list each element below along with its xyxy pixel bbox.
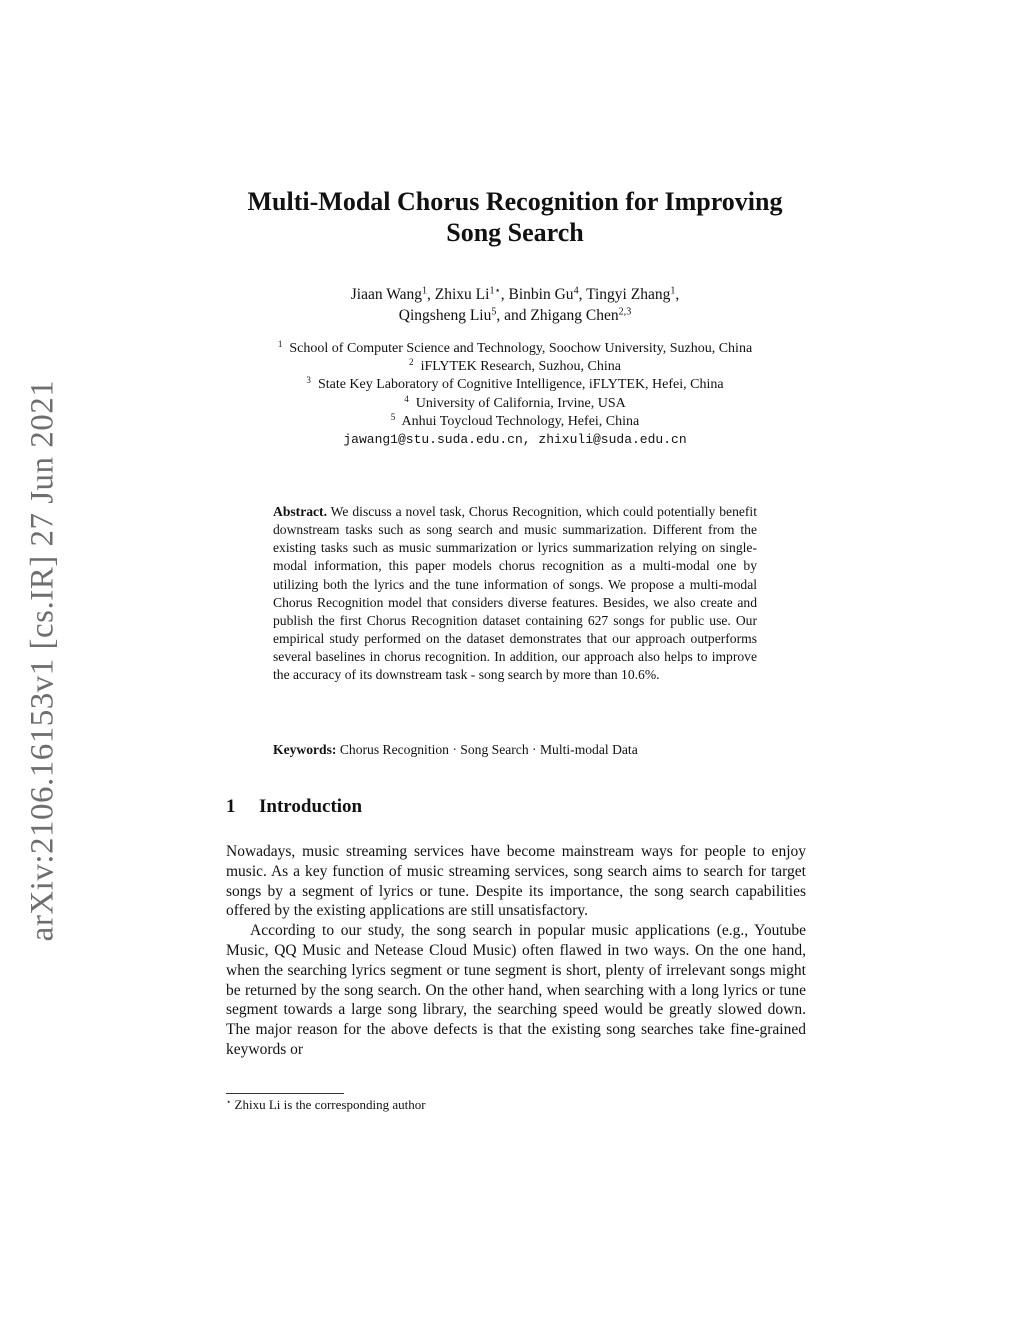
keywords: [273, 742, 757, 758]
footnote-divider: [226, 1093, 344, 1094]
section-number: 1: [226, 796, 236, 817]
keywords-label: Keywords:: [273, 742, 337, 757]
author-emails: jawang1@stu.suda.edu.cn, zhixuli@suda.edu.cn: [343, 432, 687, 447]
keywords-text: Chorus Recognition · Song Search · Multi-modal Data: [339, 742, 638, 757]
abstract-text: We discuss a novel task, Chorus Recognition, which could potentially benefit downstream tasks such as song search and music summarization. Different from the existing tasks such as music summarization or lyrics summarization relying on single-modal information, this paper models chorus recognition as a multi-modal one by utilizing both the lyrics and the tune information of songs. We propose a multi-modal Chorus Recognition model that considers diverse features. Besides, we also create and publish the first Chorus Recognition dataset containing 627 songs for public use. Our empirical study performed on the dataset demonstrates that our approach outperforms several baselines in chorus recognition. In addition, our approach also helps to improve the accuracy of its downstream task - song search by more than 10.6%.: [273, 504, 757, 683]
section-title: Introduction: [259, 796, 363, 817]
affiliation-3: $^3$ State Key Laboratory of Cognitive Intelligence, iFLYTEK, Hefei, China: [306, 375, 724, 393]
author: Zhixu $Li^{1⋆}$,: [434, 285, 509, 303]
arxiv-sidebar-stamp: [14, 370, 72, 950]
affiliation-2: $^2$ iFLYTEK Research, Suzhou, China: [409, 357, 621, 375]
abstract: [273, 503, 757, 685]
title-line-1: Multi-Modal Chorus Recognition for Improving: [247, 187, 783, 216]
arxiv-identifier: arXiv:2106.16153v1 [cs.IR] 27 Jun 2021: [24, 379, 61, 941]
paragraph-1: Nowadays, music streaming services have become mainstream ways for people to enjoy music. As a key function of music streaming services, song search aims to search for target songs by a segment of lyrics or tune. Despite its importance, the song search capabilities offered by the existing applications are still unsatisfactory.: [226, 843, 806, 920]
footnote-text: Zhixu Li is the corresponding author: [234, 1097, 426, 1112]
section-heading-introduction: [226, 796, 362, 818]
author: Qingsheng Liu$^5$, and: [398, 306, 531, 324]
introduction-body: [226, 842, 806, 1060]
author: Zhigang Chen$^{2,3}$: [530, 306, 632, 324]
paper-title: [220, 186, 810, 248]
author: Binbin Gu$^4$,: [508, 285, 587, 303]
author: Tingyi Zhang$^1$,: [586, 285, 680, 303]
abstract-label: Abstract.: [273, 504, 327, 519]
footnote: [226, 1097, 426, 1113]
paragraph-2: According to our study, the song search in popular music applications (e.g., Youtube Music, QQ Music and Netease Cloud Music) often flawed in two ways. On the one hand, when the searching lyrics segment or tune segment is short, plenty of irrelevant songs might be returned by the song search. On the other hand, when searching with a long lyrics or tune segment towards a large song library, the searching speed would be greatly slowed down. The major reason for the above defects is that the existing song searches take fine-grained keywords or: [226, 922, 806, 1058]
affiliation-list: [220, 340, 810, 431]
author: Jiaan Wang$^1$,: [350, 285, 435, 303]
affiliation-4: $^4$ University of California, Irvine, USA: [404, 393, 626, 411]
affiliation-1: $^1$ School of Computer Science and Technology, Soochow University, Suzhou, China: [277, 339, 753, 356]
author-list: [220, 284, 810, 326]
footnote-mark: ⋆: [226, 1096, 232, 1107]
affiliation-5: $^5$ Anhui Toycloud Technology, Hefei, China: [390, 411, 640, 429]
title-line-2: Song Search: [446, 218, 584, 247]
